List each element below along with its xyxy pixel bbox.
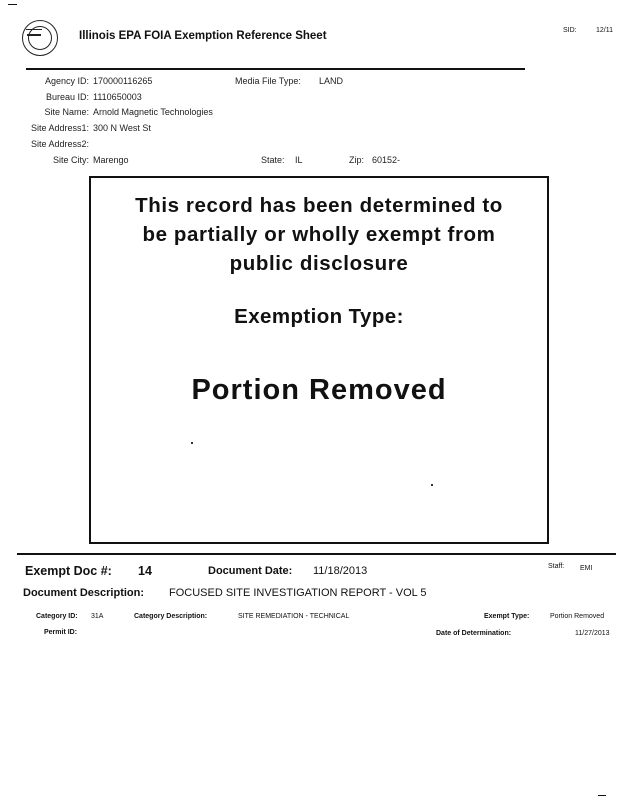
exempt-type-label: Exempt Type: bbox=[484, 613, 530, 620]
zip-value: 60152- bbox=[372, 155, 401, 165]
header-divider bbox=[26, 68, 525, 70]
staff-label: Staff: bbox=[548, 563, 565, 570]
site-name-value: Arnold Magnetic Technologies bbox=[93, 107, 213, 117]
notice-line-1: This record has been determined to bbox=[135, 194, 503, 217]
document-date-value: 11/18/2013 bbox=[313, 565, 368, 577]
notice-line-2: be partially or wholly exempt from bbox=[142, 223, 496, 246]
agency-id-label: Agency ID: bbox=[44, 76, 89, 86]
exemption-notice-box bbox=[89, 176, 549, 544]
agency-id-value: 170000116265 bbox=[93, 76, 153, 86]
scan-speck bbox=[431, 484, 433, 486]
exempt-doc-label: Exempt Doc #: bbox=[25, 564, 112, 578]
exempt-type-value: Portion Removed bbox=[550, 613, 605, 620]
category-id-value: 31A bbox=[91, 613, 104, 620]
state-label: State: bbox=[261, 155, 285, 165]
sid-value: 12/11 bbox=[596, 27, 613, 34]
site-city-value: Marengo bbox=[93, 155, 129, 165]
staff-value: EMI bbox=[580, 565, 593, 572]
state-value: IL bbox=[295, 155, 303, 165]
exempt-doc-value: 14 bbox=[138, 564, 152, 578]
illinois-epa-seal-icon bbox=[22, 20, 58, 56]
media-file-type-label: Media File Type: bbox=[235, 76, 301, 86]
document-date-label: Document Date: bbox=[208, 565, 293, 577]
site-city-label: Site City: bbox=[52, 155, 89, 165]
page-title: Illinois EPA FOIA Exemption Reference Sheet bbox=[79, 30, 327, 42]
notice-line-3: public disclosure bbox=[229, 252, 409, 275]
site-address1-label: Site Address1: bbox=[30, 123, 89, 133]
date-of-determination-label: Date of Determination: bbox=[436, 630, 512, 637]
footer-divider bbox=[17, 553, 616, 555]
date-of-determination-value: 11/27/2013 bbox=[575, 630, 610, 637]
category-description-value: SITE REMEDIATION - TECHNICAL bbox=[238, 613, 350, 620]
bureau-id-label: Bureau ID: bbox=[45, 92, 89, 102]
media-file-type-value: LAND bbox=[319, 76, 344, 86]
category-id-label: Category ID: bbox=[36, 613, 78, 620]
bureau-id-value: 1110650003 bbox=[93, 92, 142, 102]
sid-label: SID: bbox=[563, 27, 577, 34]
site-name-label: Site Name: bbox=[44, 107, 89, 117]
scan-speck bbox=[191, 442, 193, 444]
top-corner-mark bbox=[8, 4, 17, 5]
zip-label: Zip: bbox=[349, 155, 365, 165]
permit-id-label: Permit ID: bbox=[44, 629, 78, 636]
site-address2-label: Site Address2: bbox=[30, 139, 89, 149]
exemption-type-label: Exemption Type: bbox=[234, 305, 404, 328]
document-description-value: FOCUSED SITE INVESTIGATION REPORT - VOL 5 bbox=[169, 587, 427, 599]
exemption-type-value: Portion Removed bbox=[191, 374, 447, 406]
bottom-corner-mark bbox=[598, 795, 606, 796]
site-address1-value: 300 N West St bbox=[93, 123, 151, 133]
document-description-label: Document Description: bbox=[23, 587, 145, 599]
category-description-label: Category Description: bbox=[134, 613, 208, 620]
